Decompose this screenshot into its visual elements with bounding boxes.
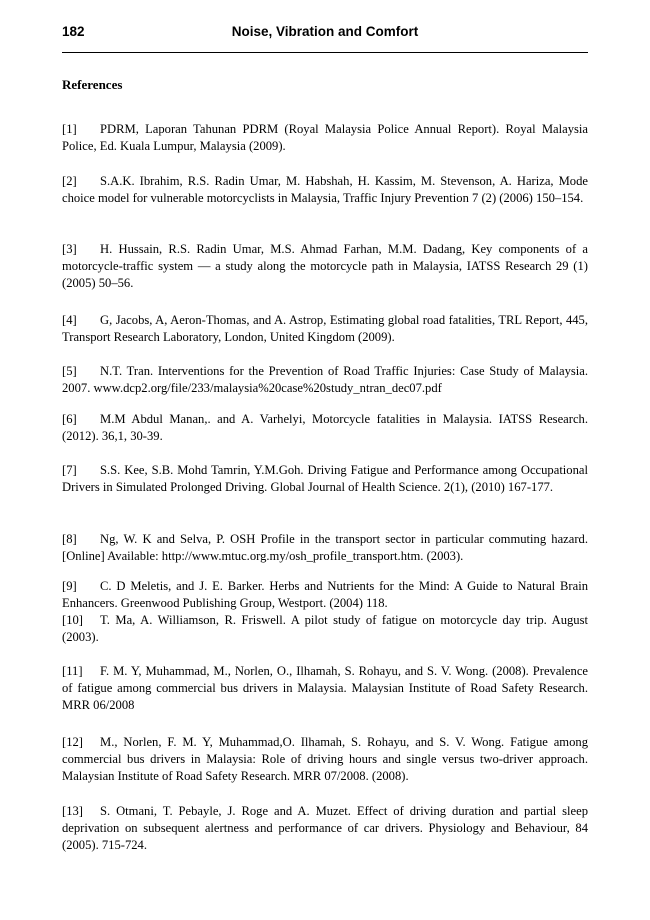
reference-number: [11] (62, 664, 83, 678)
reference-text: M., Norlen, F. M. Y, Muhammad,O. Ilhamah, S. Rohayu, and S. V. Wong. Fatigue among commercial bus drivers in Malaysia: Role of driving hours and single versus two-driver approach. Malaysian Institute of Road Safety Research. MRR 07/2008. (2008). (62, 735, 588, 783)
reference-text: T. Ma, A. Williamson, R. Friswell. A pilot study of fatigue on motorcycle day trip. August (2003). (62, 613, 588, 644)
reference-text: S. Otmani, T. Pebayle, J. Roge and A. Muzet. Effect of driving duration and partial sleep deprivation on subsequent alertness and performance of car drivers. Physiology and Behaviour, 84 (2005). 715-724. (62, 804, 588, 852)
reference-number: [6] (62, 412, 77, 426)
reference-text: G, Jacobs, A, Aeron-Thomas, and A. Astrop, Estimating global road fatalities, TRL Report, 445, Transport Research Laboratory, London, United Kingdom (2009). (62, 313, 588, 344)
reference-number: [1] (62, 122, 77, 136)
reference-text: C. D Meletis, and J. E. Barker. Herbs and Nutrients for the Mind: A Guide to Natural Brain Enhancers. Greenwood Publishing Group, Westport. (2004) 118. (62, 579, 588, 610)
reference-item (62, 663, 588, 714)
reference-number: [4] (62, 313, 77, 327)
reference-text: PDRM, Laporan Tahunan PDRM (Royal Malaysia Police Annual Report). Royal Malaysia Police, Ed. Kuala Lumpur, Malaysia (2009). (62, 122, 588, 153)
page-header (62, 24, 588, 53)
running-title: Noise, Vibration and Comfort (231, 24, 419, 39)
reference-item (62, 241, 588, 292)
reference-number: [2] (62, 174, 77, 188)
reference-number: [12] (62, 735, 83, 749)
page-number: 182 (62, 24, 85, 39)
reference-number: [3] (62, 242, 77, 256)
reference-number: [5] (62, 364, 77, 378)
reference-number: [7] (62, 463, 77, 477)
reference-item (62, 121, 588, 155)
reference-number: [8] (62, 532, 77, 546)
reference-text: F. M. Y, Muhammad, M., Norlen, O., Ilhamah, S. Rohayu, and S. V. Wong. (2008). Prevalence of fatigue among commercial bus drivers in Malaysia. Malaysian Institute of Road Safety Research. MRR 06/2008 (62, 664, 588, 712)
reference-item (62, 411, 588, 445)
reference-number: [9] (62, 579, 77, 593)
reference-item (62, 312, 588, 346)
reference-item (62, 531, 588, 565)
reference-item (62, 173, 588, 207)
reference-item (62, 363, 588, 397)
reference-text: N.T. Tran. Interventions for the Prevention of Road Traffic Injuries: Case Study of Malaysia. 2007. www.dcp2.org/file/233/malaysia%20case%20study_ntran_dec07.pdf (62, 364, 588, 395)
reference-number: [10] (62, 613, 83, 627)
reference-text: S.S. Kee, S.B. Mohd Tamrin, Y.M.Goh. Driving Fatigue and Performance among Occupational Drivers in Simulated Prolonged Driving. Global Journal of Health Science. 2(1), (2010) 167-177. (62, 463, 588, 494)
reference-item (62, 612, 588, 646)
reference-item (62, 462, 588, 496)
reference-number: [13] (62, 804, 83, 818)
reference-text: Ng, W. K and Selva, P. OSH Profile in the transport sector in particular commuting hazard. [Online] Available: http://www.mtuc.org.my/osh_profile_transport.htm. (2003). (62, 532, 588, 563)
reference-text: S.A.K. Ibrahim, R.S. Radin Umar, M. Habshah, H. Kassim, M. Stevenson, A. Hariza, Mode choice model for vulnerable motorcyclists in Malaysia, Traffic Injury Prevention 7 (2) (2006) 150–154. (62, 174, 588, 205)
reference-text: M.M Abdul Manan,. and A. Varhelyi, Motorcycle fatalities in Malaysia. IATSS Research. (2012). 36,1, 30-39. (62, 412, 588, 443)
section-heading: References (62, 77, 123, 92)
reference-item (62, 734, 588, 785)
reference-item (62, 803, 588, 854)
reference-item (62, 578, 588, 612)
reference-text: H. Hussain, R.S. Radin Umar, M.S. Ahmad Farhan, M.M. Dadang, Key components of a motorcycle-traffic system — a study along the motorcycle path in Malaysia, IATSS Research 29 (1) (2005) 50–56. (62, 242, 588, 290)
